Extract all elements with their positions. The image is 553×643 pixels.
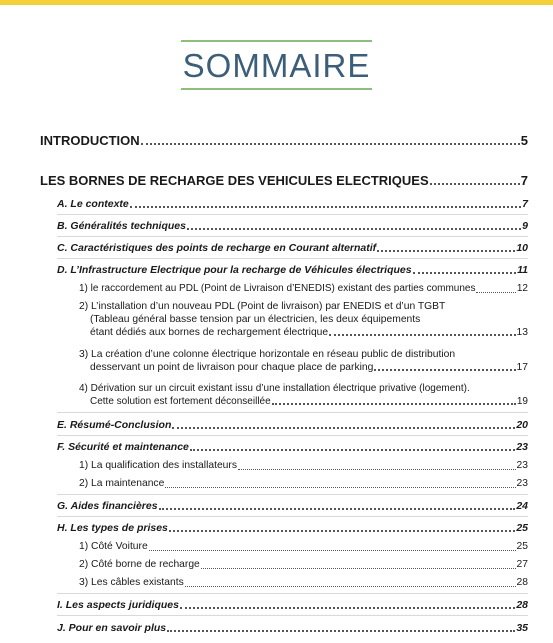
toc-entry-h2[interactable]	[79, 558, 528, 572]
toc-entry-page: 25	[516, 522, 528, 534]
toc-entry-d1[interactable]	[79, 282, 528, 296]
dot-leader	[476, 291, 515, 293]
toc-entry-page: 27	[516, 559, 528, 570]
toc-entry-d3[interactable]	[79, 348, 528, 374]
separator	[57, 412, 528, 413]
dot-leader	[165, 486, 515, 488]
toc-entry-label: J. Pour en savoir plus	[57, 622, 167, 634]
toc-entry-label-line: 4) Dérivation sur un circuit existant issu d’une installation électrique privative (logement).	[79, 383, 470, 394]
dot-leader	[238, 468, 516, 470]
toc-entry-page: 28	[516, 577, 528, 588]
toc-entry-label-line: (Tableau général basse tension par un électricien, les deux équipements	[90, 314, 421, 325]
toc-entry-label: C. Caractéristiques des points de recharge en Courant alternatif	[57, 242, 377, 254]
toc-entry-label: 2) La maintenance	[79, 478, 165, 489]
toc-entry-label: LES BORNES DE RECHARGE DES VEHICULES ELECTRIQUES	[40, 173, 429, 188]
toc-entry-page: 7	[522, 198, 528, 210]
toc-entry-label-line: 2) L’installation d’un nouveau PDL (Point de livraison) par ENEDIS et d’un TGBT	[79, 301, 446, 312]
toc-entry-h3[interactable]	[79, 576, 528, 590]
toc-entry-page: 19	[516, 396, 528, 407]
toc-entry-j[interactable]	[57, 621, 528, 635]
toc-entry-label: 3) Les câbles existants	[79, 577, 184, 588]
toc-entry-page: 17	[516, 362, 528, 373]
dot-leader	[172, 426, 515, 429]
dot-leader	[430, 182, 520, 185]
dot-leader	[377, 249, 515, 252]
dot-leader	[169, 529, 515, 532]
toc-entry-label: F. Sécurité et maintenance	[57, 441, 189, 453]
toc-entry-page: 24	[516, 500, 528, 512]
dot-leader	[149, 549, 516, 551]
separator	[57, 258, 528, 259]
toc-entry-label: I. Les aspects juridiques	[57, 599, 179, 611]
toc-entry-f[interactable]	[57, 440, 528, 454]
toc-entry-page: 28	[516, 599, 528, 611]
toc-entry-label: 2) Côté borne de recharge	[79, 559, 200, 570]
toc-entry-label: E. Résumé-Conclusion	[57, 419, 172, 431]
separator	[57, 435, 528, 436]
toc-entry-d[interactable]	[57, 263, 528, 277]
toc-entry-d4[interactable]	[79, 382, 528, 408]
dot-leader	[272, 402, 516, 405]
toc-entry-f1[interactable]	[79, 459, 528, 473]
toc-entry-introduction[interactable]	[40, 134, 528, 148]
toc-entry-f2[interactable]	[79, 477, 528, 491]
dot-leader	[374, 368, 515, 371]
toc-entry-a[interactable]	[57, 197, 528, 211]
toc-entry-d2[interactable]	[79, 300, 528, 339]
toc-entry-page: 9	[522, 220, 528, 232]
dot-leader	[413, 271, 517, 274]
dot-leader	[159, 507, 516, 510]
dot-leader	[187, 227, 521, 230]
dot-leader	[130, 205, 521, 208]
toc-entry-label: A. Le contexte	[57, 198, 129, 210]
toc-entry-e[interactable]	[57, 418, 528, 432]
toc-entry-page: 5	[520, 133, 528, 148]
page-title: SOMMAIRE	[181, 40, 373, 90]
toc-entry-label-line: 3) La création d’une colonne électrique horizontale en réseau public de distribution	[79, 349, 456, 360]
separator	[57, 615, 528, 616]
toc-entry-g[interactable]	[57, 499, 528, 513]
toc-entry-page: 23	[516, 478, 528, 489]
toc-entry-b[interactable]	[57, 219, 528, 233]
separator	[57, 236, 528, 237]
separator	[57, 516, 528, 517]
separator	[57, 494, 528, 495]
toc-entry-label-line: desservant un point de livraison pour chaque place de parking	[90, 362, 374, 373]
toc-entry-page: 25	[516, 541, 528, 552]
toc-entry-label: 1) La qualification des installateurs	[79, 460, 237, 471]
dot-leader	[190, 448, 515, 451]
toc-entry-h1[interactable]	[79, 540, 528, 554]
toc-entry-page: 13	[516, 327, 528, 338]
toc-entry-label: 1) le raccordement au PDL (Point de Livraison d’ENEDIS) existant des parties communes	[79, 283, 476, 294]
toc-entry-c[interactable]	[57, 241, 528, 255]
dot-leader	[141, 142, 520, 145]
dot-leader	[201, 567, 516, 569]
toc-entry-h[interactable]	[57, 521, 528, 535]
toc-entry-page: 35	[516, 622, 528, 634]
toc-entry-label: G. Aides financières	[57, 500, 158, 512]
dot-leader	[167, 629, 515, 632]
toc-entry-label: INTRODUCTION	[40, 133, 140, 148]
toc-entry-label-line: Cette solution est fortement déconseillée	[90, 396, 271, 407]
toc-entry-page: 23	[516, 441, 528, 453]
toc-entry-label: 1) Côté Voiture	[79, 541, 148, 552]
toc-entry-label: H. Les types de prises	[57, 522, 168, 534]
toc-entry-page: 12	[516, 283, 528, 294]
toc-entry-i[interactable]	[57, 598, 528, 612]
toc-entry-page: 10	[516, 242, 528, 254]
dot-leader	[180, 606, 515, 609]
dot-leader	[185, 585, 516, 587]
toc-entry-page: 11	[517, 264, 528, 276]
dot-leader	[329, 333, 515, 336]
toc-entry-label-line: étant dédiés aux bornes de rechargement électrique	[90, 327, 329, 338]
toc-entry-page: 7	[520, 173, 528, 188]
separator	[57, 593, 528, 594]
toc-entry-page: 23	[516, 460, 528, 471]
toc-entry-page: 20	[516, 419, 528, 431]
separator	[57, 214, 528, 215]
toc-entry-label: D. L’Infrastructure Electrique pour la recharge de Véhicules électriques	[57, 264, 412, 276]
toc-entry-label: B. Généralités techniques	[57, 220, 186, 232]
toc-entry-bornes[interactable]	[40, 174, 528, 188]
